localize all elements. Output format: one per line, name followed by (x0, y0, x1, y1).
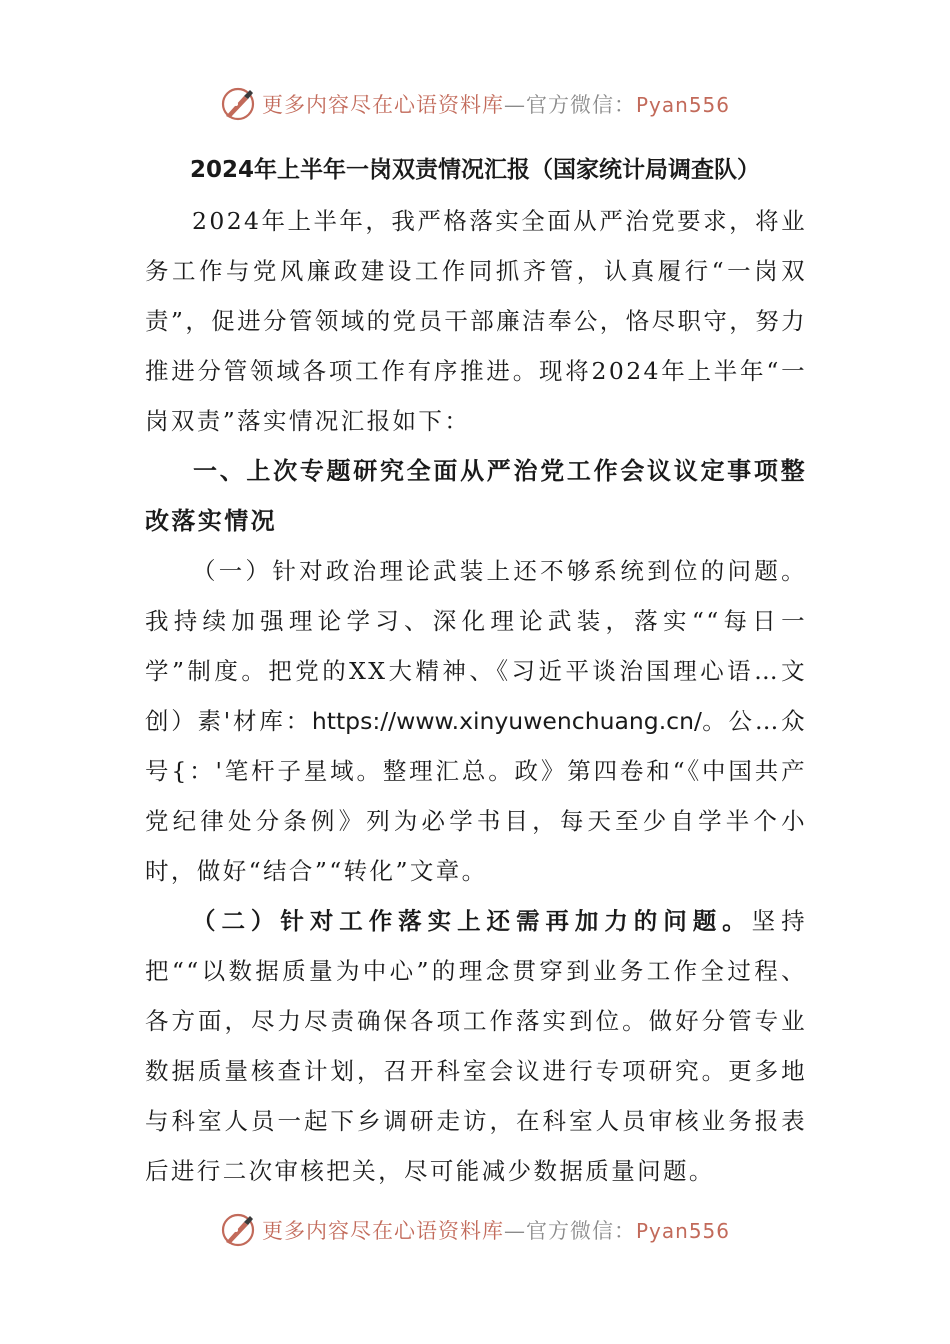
item-2-paragraph (145, 896, 807, 1196)
item-1-text-a: （一）针对政治理论武装上还不够系统到位的问题。我持续加强理论学习、深化理论武装，落实““每日一学”制度。把党的XX大精神、《习近平谈治国理心语…文创）素'材库： (145, 557, 807, 735)
item-2-body: 坚持把““以数据质量为中心”的理念贯穿到业务工作全过程、各方面，尽力尽责确保各项工作落实到位。做好分管专业数据质量核查计划，召开科室会议进行专项研究。更多地与科室人员一起下乡调研走访，在科室人员审核业务报表后进行二次审核把关，尽可能减少数据质量问题。 (145, 907, 807, 1185)
item-1-paragraph (145, 546, 807, 896)
pen-circle-logo-icon (220, 1212, 256, 1248)
item-1-url: https://www.xinyuwenchuang.cn/ (311, 707, 702, 735)
footer-banner (0, 1210, 950, 1250)
document-title: 2024年上半年一岗双责情况汇报（国家统计局调查队） (189, 157, 760, 183)
banner-slogan: 更多内容尽在心语资料库 (261, 93, 504, 117)
banner-handle: Pyan556 (635, 93, 730, 117)
banner-slogan: 更多内容尽在心语资料库 (261, 1219, 504, 1243)
header-banner (0, 84, 950, 124)
banner-separator: — (503, 1219, 526, 1243)
section-heading-1: 一、上次专题研究全面从严治党工作会议议定事项整改落实情况 (145, 457, 807, 535)
banner-separator: — (503, 93, 526, 117)
intro-paragraph: 2024年上半年，我严格落实全面从严治党要求，将业务工作与党风廉政建设工作同抓齐管，认真履行“一岗双责”，促进分管领域的党员干部廉洁奉公，恪尽职守，努力推进分管领域各项工作有序推进。现将2024年上半年“一岗双责”落实情况汇报如下： (145, 207, 807, 435)
banner-wechat-label: 官方微信： (525, 1219, 636, 1243)
banner-handle: Pyan556 (635, 1219, 730, 1243)
banner-wechat-label: 官方微信： (525, 93, 636, 117)
item-2-heading: （二）针对工作落实上还需再加力的问题。 (192, 907, 752, 935)
banner-text (262, 1215, 730, 1245)
document-body (145, 196, 807, 1196)
pen-circle-logo-icon (220, 86, 256, 122)
banner-text (262, 89, 730, 119)
item-1-text-b: 。公…众号{：'笔杆子星域。整理汇总。政》第四卷和“《中国共产党纪律处分条例》列为必学书目，每天至少自学半个小时，做好“结合”“转化”文章。 (145, 707, 807, 885)
